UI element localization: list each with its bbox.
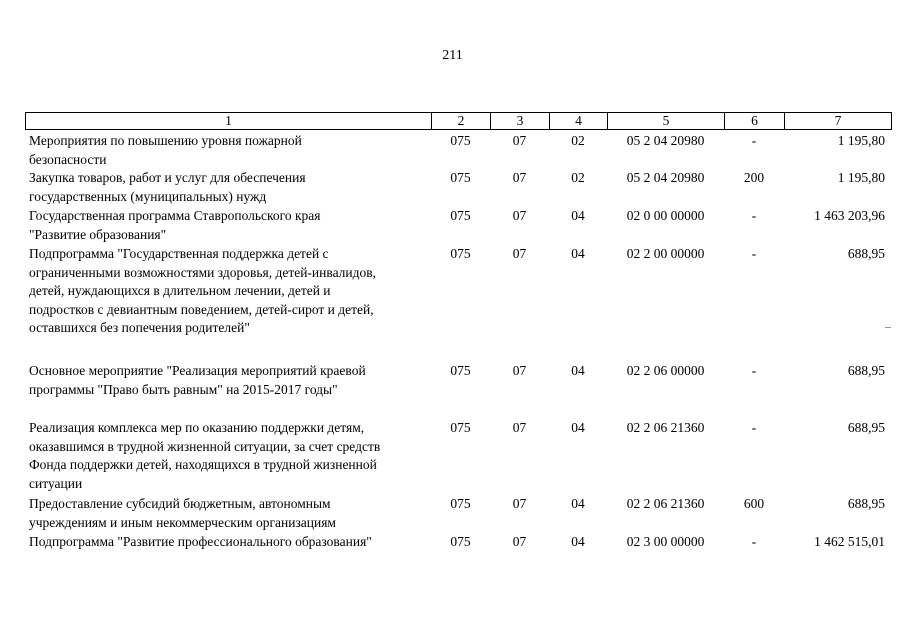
row-section: 07 xyxy=(512,133,527,148)
row-name-line: Подпрограмма "Развитие профессионального образования" xyxy=(29,534,372,549)
row-name-line: оставшихся без попечения родителей" xyxy=(29,320,250,335)
table-row xyxy=(25,245,885,362)
table-row xyxy=(25,419,885,495)
page-number: 211 xyxy=(442,48,463,63)
column-header-7: 7 xyxy=(785,113,892,130)
row-subsection: 04 xyxy=(571,534,585,549)
row-name-line: Основное мероприятие "Реализация мероприятий краевой xyxy=(29,363,366,378)
row-section: 07 xyxy=(512,496,527,511)
row-section: 07 xyxy=(512,246,527,261)
table-row xyxy=(25,533,885,553)
row-amount: 1 195,80 xyxy=(837,170,885,185)
row-expense-type: - xyxy=(751,363,757,378)
row-name-line: Мероприятия по повышению уровня пожарной xyxy=(29,133,302,148)
row-target-article: 02 3 00 00000 xyxy=(626,534,705,549)
row-name xyxy=(25,132,431,169)
row-name-line: Закупка товаров, работ и услуг для обеспечения xyxy=(29,170,306,185)
scan-edge-mark xyxy=(885,327,891,328)
column-header-row xyxy=(26,113,892,130)
column-header-table xyxy=(25,112,892,130)
row-target-article: 02 0 00 00000 xyxy=(626,208,705,223)
row-admin-code: 075 xyxy=(450,420,471,435)
table-row xyxy=(25,207,885,245)
row-amount: 1 462 515,01 xyxy=(814,534,885,549)
column-header-1: 1 xyxy=(26,113,432,130)
row-section: 07 xyxy=(512,208,527,223)
row-name-line: оказавшимся в трудной жизненной ситуации, за счет средств xyxy=(29,438,381,454)
table-row xyxy=(25,495,885,533)
row-name xyxy=(25,362,431,419)
table-body xyxy=(25,132,885,553)
row-expense-type: - xyxy=(751,208,757,223)
row-target-article: 02 2 00 00000 xyxy=(626,246,705,261)
row-name xyxy=(25,495,431,533)
column-header-5: 5 xyxy=(608,113,725,130)
row-name-line: "Развитие образования" xyxy=(29,226,167,242)
row-admin-code: 075 xyxy=(450,133,471,148)
table-row xyxy=(25,362,885,419)
row-name xyxy=(25,245,431,362)
row-expense-type: - xyxy=(751,534,757,549)
row-section: 07 xyxy=(512,534,527,549)
row-target-article: 02 2 06 21360 xyxy=(626,496,705,511)
column-header-4: 4 xyxy=(550,113,608,130)
row-expense-type: 600 xyxy=(743,496,765,511)
row-name-line: Фонда поддержки детей, находящихся в трудной жизненной xyxy=(29,457,377,472)
row-amount: 688,95 xyxy=(847,246,885,261)
row-admin-code: 075 xyxy=(450,208,471,223)
row-subsection: 04 xyxy=(571,496,585,511)
row-amount: 688,95 xyxy=(847,363,885,378)
row-expense-type: - xyxy=(751,246,757,261)
row-name-line: детей, нуждающихся в длительном лечении, детей и xyxy=(29,283,331,298)
row-name xyxy=(25,207,431,245)
column-header-6: 6 xyxy=(725,113,785,130)
row-amount: 1 195,80 xyxy=(837,133,885,148)
row-admin-code: 075 xyxy=(450,363,471,378)
row-section: 07 xyxy=(512,363,527,378)
row-section: 07 xyxy=(512,170,527,185)
column-header-3: 3 xyxy=(491,113,550,130)
row-target-article: 05 2 04 20980 xyxy=(626,133,705,148)
table-row xyxy=(25,132,885,169)
row-section: 07 xyxy=(512,420,527,435)
row-amount: 688,95 xyxy=(847,496,885,511)
row-subsection: 04 xyxy=(571,420,585,435)
row-expense-type: - xyxy=(751,133,757,148)
row-target-article: 02 2 06 21360 xyxy=(626,420,705,435)
row-expense-type: - xyxy=(751,420,757,435)
row-amount: 1 463 203,96 xyxy=(814,208,885,223)
row-target-article: 05 2 04 20980 xyxy=(626,170,705,185)
row-name-line: ограниченными возможностями здоровья, детей-инвалидов, xyxy=(29,264,377,280)
row-name-line: государственных (муниципальных) нужд xyxy=(29,188,267,204)
row-amount: 688,95 xyxy=(847,420,885,435)
row-target-article: 02 2 06 00000 xyxy=(626,363,705,378)
row-name-line: Государственная программа Ставропольского края xyxy=(29,208,321,223)
row-name-line: безопасности xyxy=(29,151,107,167)
table-row xyxy=(25,169,885,207)
row-subsection: 04 xyxy=(571,363,585,378)
row-name-line: Реализация комплекса мер по оказанию поддержки детям, xyxy=(29,420,365,435)
row-name-line: программы "Право быть равным" на 2015-2017 годы" xyxy=(29,381,338,397)
row-name-line: Предоставление субсидий бюджетным, автономным xyxy=(29,496,331,511)
row-subsection: 04 xyxy=(571,246,585,261)
row-admin-code: 075 xyxy=(450,170,471,185)
column-header-2: 2 xyxy=(432,113,491,130)
row-name xyxy=(25,533,431,553)
row-expense-type: 200 xyxy=(743,170,765,185)
row-subsection: 02 xyxy=(571,170,585,185)
row-name-line: учреждениям и иным некоммерческим организациям xyxy=(29,514,336,530)
row-name-line: ситуации xyxy=(29,475,83,491)
row-admin-code: 075 xyxy=(450,534,471,549)
row-name xyxy=(25,169,431,207)
row-subsection: 02 xyxy=(571,133,585,148)
row-subsection: 04 xyxy=(571,208,585,223)
row-admin-code: 075 xyxy=(450,496,471,511)
row-name-line: подростков с девиантным поведением, детей-сирот и детей, xyxy=(29,301,374,317)
row-name xyxy=(25,419,431,495)
row-admin-code: 075 xyxy=(450,246,471,261)
row-name-line: Подпрограмма "Государственная поддержка детей с xyxy=(29,246,329,261)
